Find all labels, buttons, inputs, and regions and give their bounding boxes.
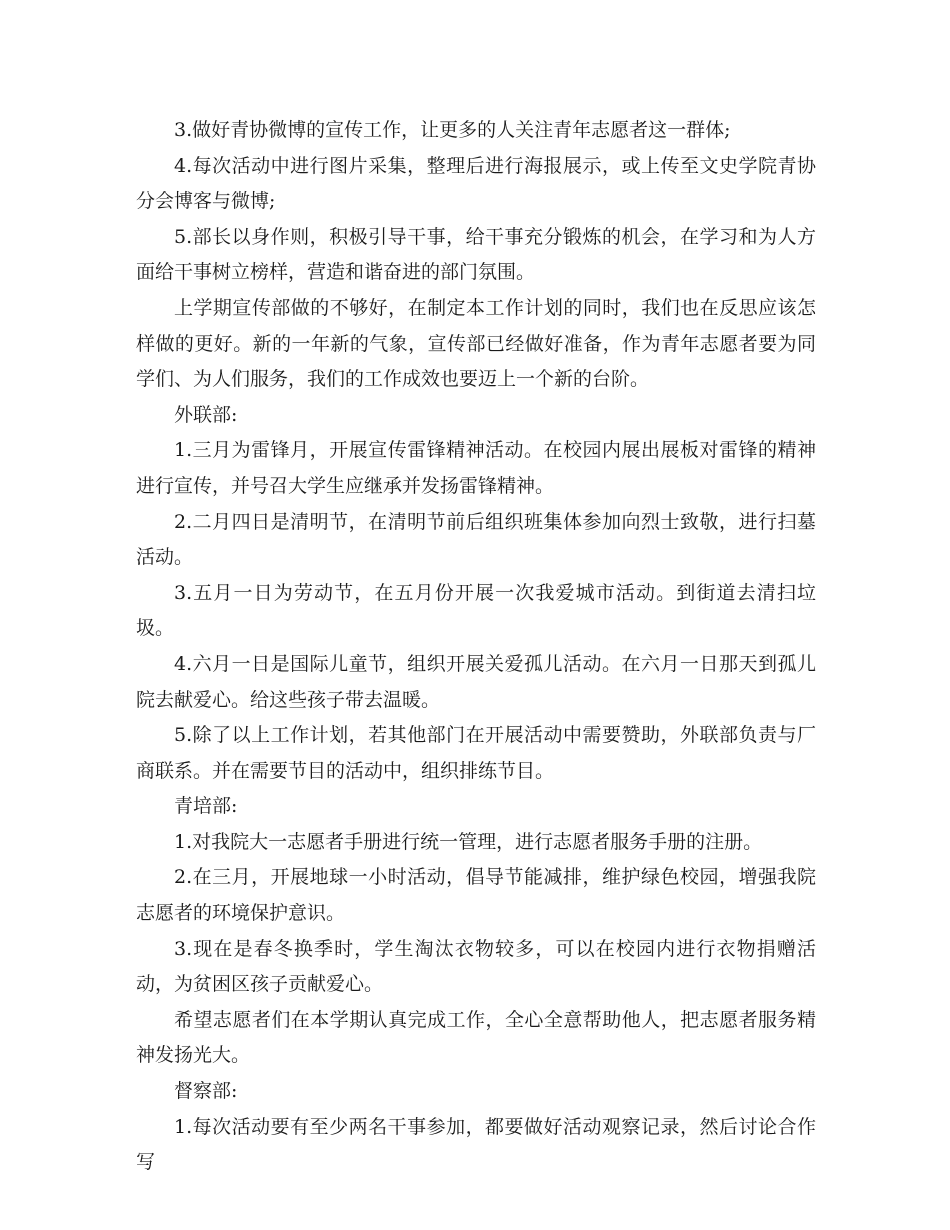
section-heading-qingpeibu: 青培部: — [174, 795, 238, 818]
paragraph-shouce-guanli: 1.对我院大一志愿者手册进行统一管理，进行志愿者服务手册的注册。 — [174, 830, 763, 853]
section-heading-ducabu: 督察部: — [174, 1080, 238, 1103]
paragraph-buzhang-zuoze: 5.部长以身作则，积极引导干事，给干事充分锻炼的机会，在学习和为人方面给干事树立榜样，营造和谐奋进的部门氛围。 — [136, 225, 816, 284]
paragraph-xiwang: 希望志愿者们在本学期认真完成工作，全心全意帮助他人，把志愿者服务精神发扬光大。 — [136, 1008, 816, 1067]
paragraph-qingming-jie: 2.二月四日是清明节，在清明节前后组织班集体参加向烈士致敬，进行扫墓活动。 — [136, 510, 816, 569]
document-body — [136, 113, 816, 1181]
paragraph-laodong-jie: 3.五月一日为劳动节，在五月份开展一次我爱城市活动。到街道去清扫垃圾。 — [136, 581, 816, 640]
paragraph-zanzhu: 5.除了以上工作计划，若其他部门在开展活动中需要赞助，外联部负责与厂商联系。并在需要节目的活动中，组织排练节目。 — [136, 724, 816, 782]
paragraph-diqiu-yixiaoshi: 2.在三月，开展地球一小时活动，倡导节能减排，维护绿色校园，增强我院志愿者的环境保护意识。 — [136, 866, 816, 925]
paragraph-xiehui-weibo: 3.做好青协微博的宣传工作，让更多的人关注青年志愿者这一群体; — [174, 119, 731, 141]
section-heading-wailianbu: 外联部: — [174, 403, 238, 426]
paragraph-ertong-jie: 4.六月一日是国际儿童节，组织开展关爱孤儿活动。在六月一日那天到孤儿院去献爱心。给这些孩子带去温暖。 — [136, 652, 816, 711]
paragraph-yiwu-juanzeng: 3.现在是春冬换季时，学生淘汰衣物较多，可以在校园内进行衣物捐赠活动，为贫困区孩子贡献爱心。 — [136, 937, 816, 996]
paragraph-tupian-caiji: 4.每次活动中进行图片采集，整理后进行海报展示，或上传至文史学院青协分会博客与微博; — [136, 154, 816, 213]
paragraph-huodong-jilu: 1.每次活动要有至少两名干事参加，都要做好活动观察记录，然后讨论合作写 — [136, 1115, 816, 1174]
paragraph-xuanchuanbu-fansi: 上学期宣传部做的不够好，在制定本工作计划的同时，我们也在反思应该怎样做的更好。新的一年新的气象，宣传部已经做好准备，作为青年志愿者要为同学们、为人们服务，我们的工作成效也要迈上一个新的台阶。 — [136, 296, 816, 391]
paragraph-leifeng-yue: 1.三月为雷锋月，开展宣传雷锋精神活动。在校园内展出展板对雷锋的精神进行宣传，并号召大学生应继承并发扬雷锋精神。 — [136, 439, 816, 497]
